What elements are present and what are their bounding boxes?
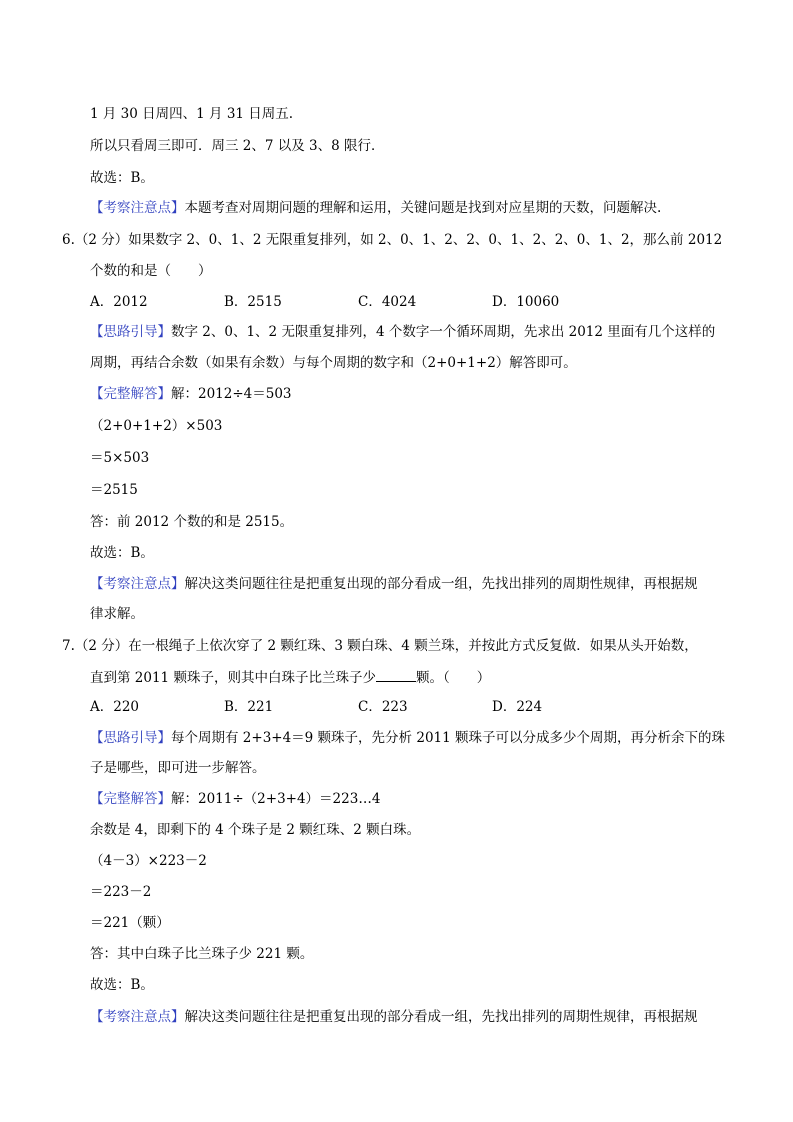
hint-tag: 【思路引导】 xyxy=(90,730,171,746)
solution-line: 答：前 2012 个数的和是 2515。 xyxy=(90,514,294,530)
text-line: 1 月 30 日周四、1 月 31 日周五. xyxy=(90,106,294,122)
solution-text: 解：2012÷4＝503 xyxy=(171,386,292,402)
option-c: C．4024 xyxy=(358,294,417,310)
solution-line: ＝221（颗） xyxy=(90,915,170,931)
question-stem: 个数的和是（ ） xyxy=(90,263,212,279)
hint-text: 每个周期有 2+3+4＝9 颗珠子，先分析 2011 颗珠子可以分成多少个周期，再分析余下的珠 xyxy=(171,730,725,746)
option-a: A．2012 xyxy=(90,294,148,310)
solution-line: （4－3）×223－2 xyxy=(90,853,207,869)
question-stem: 6.（2 分）如果数字 2、0、1、2 无限重复排列，如 2、0、1、2、2、0、1、2、2、0、1、2，那么前 2012 xyxy=(62,232,723,248)
solution-line: ＝2515 xyxy=(90,482,138,498)
hint-line xyxy=(90,322,715,342)
text-line: 所以只看周三即可．周三 2、7 以及 3、8 限行． xyxy=(90,138,385,154)
option-a: A．220 xyxy=(90,699,140,715)
question-stem: 7.（2 分）在一根绳子上依次穿了 2 颗红珠、3 颗白珠、4 颗兰珠，并按此方式反复做．如果从头开始数， xyxy=(62,638,698,654)
solution-line: ＝5×503 xyxy=(90,450,150,466)
hint-line: 周期，再结合余数（如果有余数）与每个周期的数字和（2+0+1+2）解答即可。 xyxy=(90,355,577,371)
solution-tag: 【完整解答】 xyxy=(90,386,171,402)
note-tag: 【考察注意点】 xyxy=(90,200,185,216)
stem-text: 直到第 2011 颗珠子，则其中白珠子比兰珠子少 xyxy=(90,670,376,686)
option-c: C．223 xyxy=(358,699,408,715)
solution-line xyxy=(90,384,292,404)
solution-line: （2+0+1+2）×503 xyxy=(90,418,223,434)
solution-line: 故选：B。 xyxy=(90,977,154,993)
note-text: 本题考查对周期问题的理解和运用，关键问题是找到对应星期的天数，问题解决. xyxy=(184,200,662,216)
hint-tag: 【思路引导】 xyxy=(90,324,171,340)
options-row xyxy=(90,697,542,717)
option-d: D．10060 xyxy=(492,294,560,310)
hint-text: 数字 2、0、1、2 无限重复排列，4 个数字一个循环周期，先求出 2012 里面有几个这样的 xyxy=(171,324,716,340)
option-b: B．2515 xyxy=(224,294,282,310)
solution-line xyxy=(90,789,380,809)
solution-line: ＝223－2 xyxy=(90,884,152,900)
hint-line: 子是哪些，即可进一步解答。 xyxy=(90,760,266,776)
note-tag: 【考察注意点】 xyxy=(90,576,185,592)
note-line xyxy=(90,198,661,218)
answer-blank xyxy=(376,667,416,682)
note-text: 解决这类问题往往是把重复出现的部分看成一组，先找出排列的周期性规律，再根据规 xyxy=(184,576,698,592)
question-stem xyxy=(90,667,490,688)
solution-line: 余数是 4，即剩下的 4 个珠子是 2 颗红珠、2 颗白珠。 xyxy=(90,822,421,838)
solution-text: 解：2011÷（2+3+4）＝223…4 xyxy=(171,791,381,807)
solution-tag: 【完整解答】 xyxy=(90,791,171,807)
solution-line: 故选：B。 xyxy=(90,545,154,561)
hint-line xyxy=(90,728,725,748)
note-line: 律求解。 xyxy=(90,606,144,622)
text-line: 故选：B。 xyxy=(90,170,154,186)
option-b: B．221 xyxy=(224,699,274,715)
note-tag: 【考察注意点】 xyxy=(90,1009,185,1025)
note-text: 解决这类问题往往是把重复出现的部分看成一组，先找出排列的周期性规律，再根据规 xyxy=(184,1009,698,1025)
solution-line: 答：其中白珠子比兰珠子少 221 颗。 xyxy=(90,946,314,962)
note-line xyxy=(90,1007,698,1027)
options-row xyxy=(90,292,559,312)
note-line xyxy=(90,574,698,594)
option-d: D．224 xyxy=(492,699,543,715)
stem-text: 颗。（ ） xyxy=(415,670,491,686)
